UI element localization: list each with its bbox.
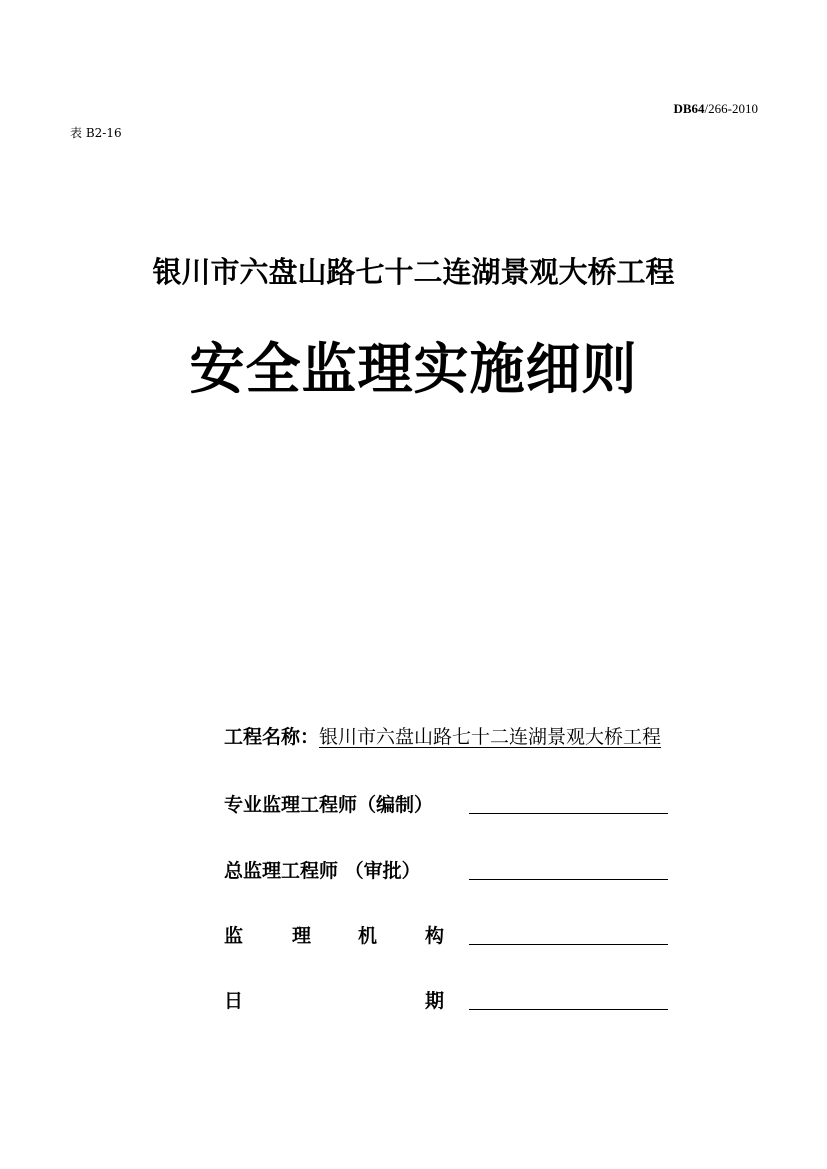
organization-label-char: 监 bbox=[224, 925, 244, 947]
chief-engineer-signature-line bbox=[469, 879, 668, 880]
project-title: 银川市六盘山路七十二连湖景观大桥工程 bbox=[152, 255, 675, 289]
engineer-row bbox=[224, 790, 433, 824]
date-label-char: 期 bbox=[425, 990, 445, 1012]
engineer-signature-line bbox=[469, 813, 668, 814]
date-line bbox=[469, 1009, 668, 1010]
organization-label bbox=[224, 921, 445, 948]
organization-line bbox=[469, 944, 668, 945]
project-name-value: 银川市六盘山路七十二连湖景观大桥工程 bbox=[319, 726, 662, 748]
project-name-label: 工程名称： bbox=[224, 726, 320, 748]
date-row bbox=[224, 986, 445, 1020]
organization-label-char: 理 bbox=[292, 925, 312, 947]
organization-label-char: 机 bbox=[358, 925, 378, 947]
date-label bbox=[224, 986, 445, 1013]
organization-row bbox=[224, 921, 445, 955]
date-label-char: 日 bbox=[224, 990, 244, 1012]
chief-engineer-row bbox=[224, 856, 421, 890]
organization-label-char: 构 bbox=[425, 925, 445, 947]
engineer-label: 专业监理工程师（编制） bbox=[224, 794, 434, 816]
document-title: 安全监理实施细则 bbox=[189, 337, 638, 401]
project-name-row bbox=[224, 722, 661, 756]
form-number: 表 B2-16 bbox=[70, 126, 122, 140]
standard-code bbox=[673, 101, 758, 117]
standard-code-prefix: DB64 bbox=[673, 101, 705, 116]
chief-engineer-label: 总监理工程师 （审批） bbox=[224, 860, 421, 882]
standard-code-number: /266-2010 bbox=[704, 101, 758, 116]
